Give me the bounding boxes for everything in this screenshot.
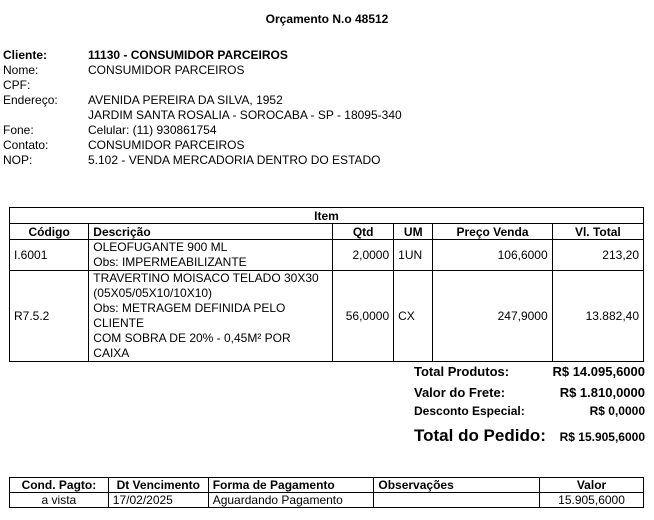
header-descricao: Descrição [89, 224, 333, 240]
item-unit: CX [394, 271, 433, 362]
header-qtd: Qtd [333, 224, 394, 240]
payment-method: Aguardando Pagamento [208, 493, 374, 508]
header-preco: Preço Venda [433, 224, 552, 240]
payment-value: 15.905,6000 [540, 493, 644, 508]
freight-row [414, 385, 645, 404]
header-payment-condition: Cond. Pagto: [10, 478, 109, 493]
payment-header-row [10, 478, 644, 493]
order-total-label: Total do Pedido: [414, 426, 546, 445]
table-row [10, 240, 644, 271]
order-total-value: R$ 15.905,6000 [559, 430, 645, 444]
address-label: Endereço: [3, 93, 58, 107]
item-qty: 2,0000 [333, 240, 394, 271]
nop-row [3, 153, 402, 168]
header-codigo: Código [10, 224, 89, 240]
name-label: Nome: [3, 63, 39, 77]
items-header-row [10, 224, 644, 240]
cpf-row [3, 78, 402, 93]
client-row [3, 48, 402, 63]
discount-row [414, 404, 645, 423]
payment-condition: a vista [10, 493, 109, 508]
item-code: I.6001 [10, 240, 89, 271]
item-unit: 1UN [394, 240, 433, 271]
item-code: R7.5.2 [10, 271, 89, 362]
phone-label: Fone: [3, 123, 34, 137]
table-row [10, 271, 644, 362]
nop-label: NOP: [3, 153, 33, 167]
cpf-value [88, 78, 402, 93]
item-price: 106,6000 [433, 240, 552, 271]
header-observations: Observações [374, 478, 540, 493]
order-total-row [414, 426, 645, 450]
freight-label: Valor do Frete: [414, 385, 506, 400]
phone-value: Celular: (11) 930861754 [88, 123, 217, 137]
total-products-label: Total Produtos: [414, 364, 510, 379]
document-title: Orçamento N.o 48512 [265, 12, 389, 26]
contact-value: CONSUMIDOR PARCEIROS [88, 138, 245, 152]
table-row [10, 493, 644, 508]
item-qty: 56,0000 [333, 271, 394, 362]
header-value: Valor [540, 478, 644, 493]
items-caption: Item [10, 208, 644, 224]
item-total: 213,20 [552, 240, 643, 271]
header-due-date: Dt Vencimento [108, 478, 208, 493]
phone-row [3, 123, 402, 138]
item-description: OLEOFUGANTE 900 ML Obs: IMPERMEABILIZANTE [89, 240, 333, 271]
address-row [3, 93, 402, 108]
header-um: UM [394, 224, 433, 240]
total-products-row [414, 364, 645, 385]
totals-block [414, 364, 645, 450]
nop-value: 5.102 - VENDA MERCADORIA DENTRO DO ESTADO [88, 153, 381, 167]
due-date: 17/02/2025 [108, 493, 208, 508]
name-value: CONSUMIDOR PARCEIROS [88, 63, 245, 77]
item-total: 13.882,40 [552, 271, 643, 362]
client-info [3, 48, 402, 168]
address-line-2: JARDIM SANTA ROSALIA - SOROCABA - SP - 18095-340 [88, 108, 402, 122]
payment-table [9, 477, 644, 508]
header-total: Vl. Total [552, 224, 643, 240]
name-row [3, 63, 402, 78]
client-value: 11130 - CONSUMIDOR PARCEIROS [88, 48, 288, 62]
contact-label: Contato: [3, 138, 49, 152]
header-payment-method: Forma de Pagamento [208, 478, 374, 493]
total-products-value: R$ 14.095,6000 [552, 364, 645, 379]
client-label: Cliente: [3, 48, 48, 62]
observations [374, 493, 540, 508]
address-line-1: AVENIDA PEREIRA DA SILVA, 1952 [88, 93, 283, 107]
contact-row [3, 138, 402, 153]
items-table [9, 207, 644, 362]
discount-value: R$ 0,0000 [589, 404, 645, 418]
item-description: TRAVERTINO MOISACO TELADO 30X30 (05X05/05X10/10X10) Obs: METRAGEM DEFINIDA PELO CLIENTE COM SOBRA DE 20% - 0,45M² POR CAIXA [89, 271, 333, 362]
item-price: 247,9000 [433, 271, 552, 362]
address-row-2 [3, 108, 402, 123]
cpf-label: CPF: [3, 78, 31, 92]
discount-label: Desconto Especial: [414, 404, 525, 418]
freight-value: R$ 1.810,0000 [559, 385, 645, 400]
